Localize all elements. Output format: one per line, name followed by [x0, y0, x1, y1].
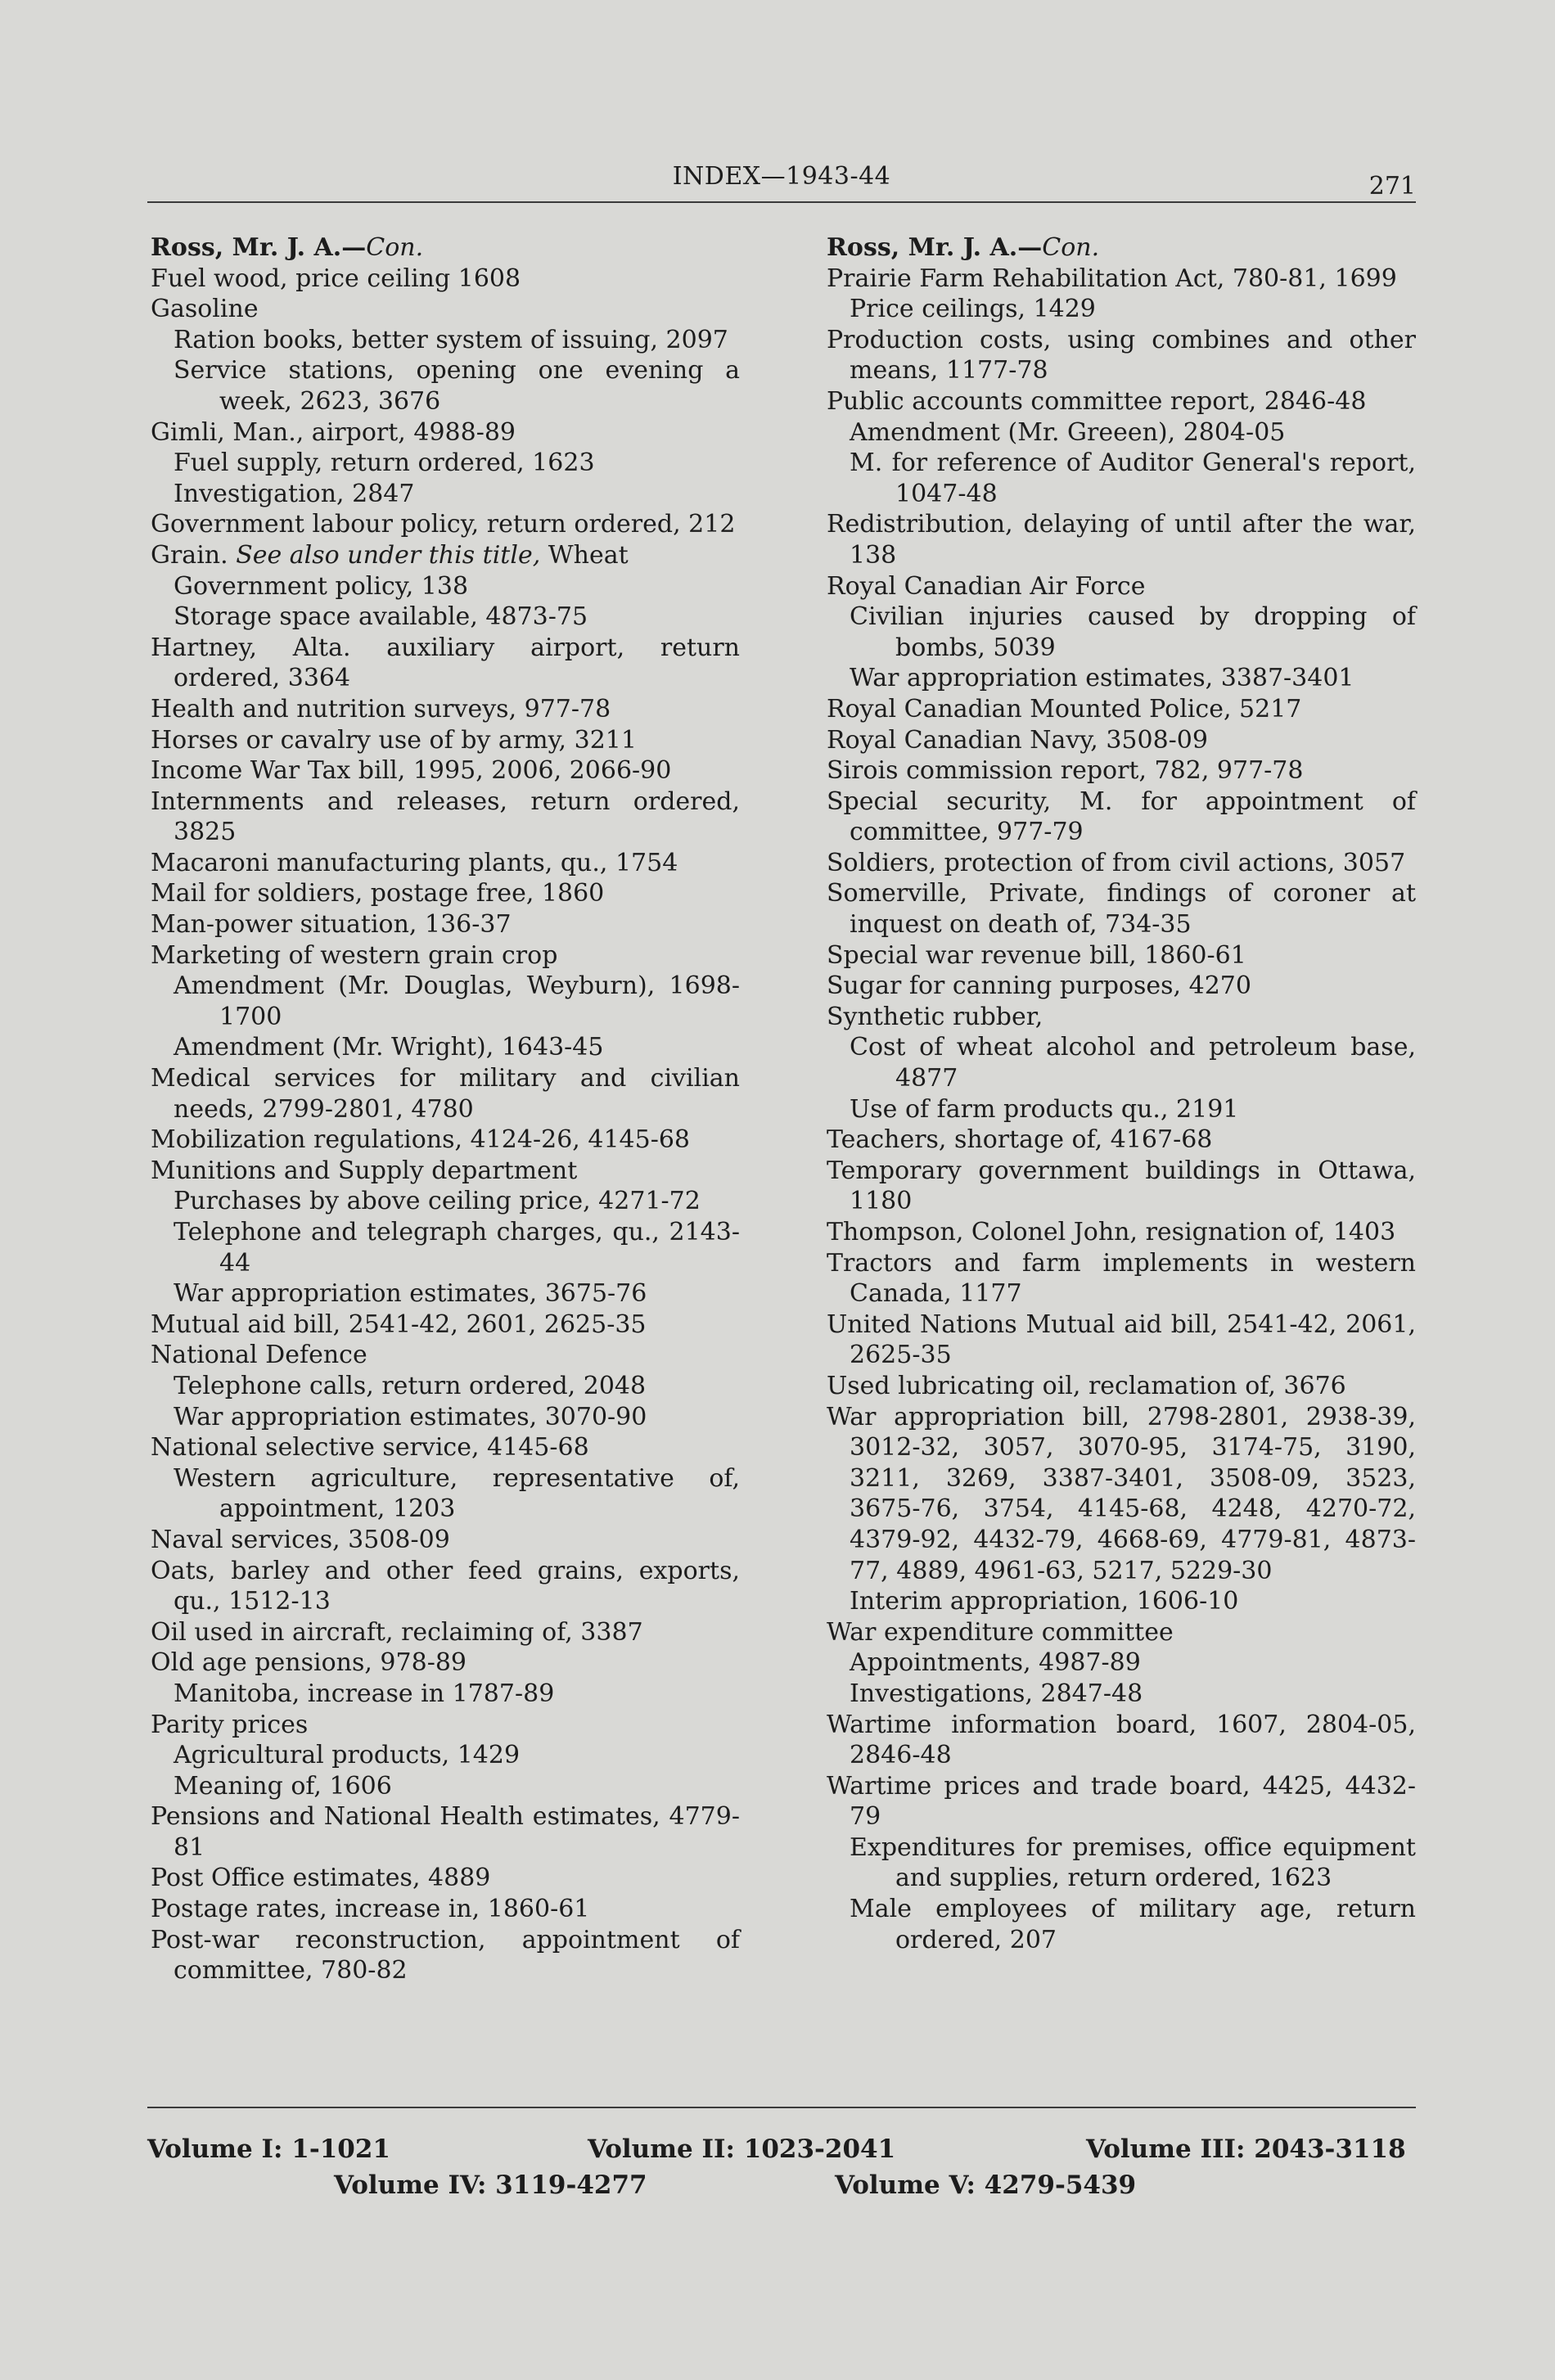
entry-text: Oil used in aircraft, reclaiming of, 3387: [151, 1617, 643, 1647]
entry-text: National Defence: [151, 1341, 367, 1370]
index-subentry: [151, 1402, 740, 1433]
entry-text: War expenditure committee: [827, 1617, 1174, 1647]
entry-text: Appointments, 4987-89: [850, 1648, 1141, 1678]
entry-list: [827, 264, 1416, 1956]
index-subentry: [827, 1032, 1416, 1093]
index-entry: [151, 1648, 740, 1679]
index-subentry: [151, 971, 740, 1032]
entry-text: Ration books, better system of issuing, 2097: [174, 325, 728, 354]
entry-text: War appropriation estimates, 3675-76: [174, 1279, 647, 1309]
entry-text: Telephone calls, return ordered, 2048: [174, 1371, 647, 1400]
index-subentry: [151, 448, 740, 479]
entry-text: Gimli, Man., airport, 4988-89: [151, 417, 516, 447]
entry-text: Temporary government buildings in Ottawa, 1180: [827, 1156, 1416, 1216]
volume-2-range: Volume II: 1023-2041: [588, 2134, 896, 2164]
entry-text: Royal Canadian Mounted Police, 5217: [827, 694, 1302, 723]
entry-text: Agricultural products, 1429: [174, 1741, 521, 1770]
entry-text: Tractors and farm implements in western Canada, 1177: [827, 1248, 1416, 1309]
index-entry: [151, 1925, 740, 1986]
entry-text: Health and nutrition surveys, 977-78: [151, 694, 611, 723]
entry-text: Somerville, Private, findings of coroner at inquest on death of, 734-35: [827, 879, 1416, 940]
volume-4-range: Volume IV: 3119-4277: [334, 2170, 647, 2200]
entry-text: Medical services for military and civilian needs, 2799-2801, 4780: [151, 1064, 740, 1124]
index-subentry: [151, 1032, 740, 1063]
entry-text: Gasoline: [151, 295, 259, 324]
entry-text: Redistribution, delaying of until after the war, 138: [827, 510, 1416, 570]
index-entry: [827, 878, 1416, 940]
index-entry: [827, 386, 1416, 417]
index-entry: [827, 1371, 1416, 1402]
index-entry: [151, 264, 740, 295]
entry-text: Production costs, using combines and other means, 1177-78: [827, 325, 1416, 385]
entry-text: Post Office estimates, 4889: [151, 1864, 491, 1893]
index-entry: [151, 417, 740, 449]
entry-text: Thompson, Colonel John, resignation of, 1403: [827, 1218, 1396, 1246]
entry-text: Parity prices: [151, 1710, 309, 1739]
index-subentry: [151, 571, 740, 602]
index-subentry: [827, 1586, 1416, 1617]
entry-text: Cost of wheat alcohol and petroleum base, 4877: [850, 1033, 1416, 1093]
entry-text: War appropriation bill, 2798-2801, 2938-39, 3012-32, 3057, 3070-95, 3174-75, 3190, 3211, 3269, 3387-3401, 3508-09, 3523, 3675-76, 3754, 4145-68, 4248, 4270-72, 4379-92, 4432-79, 4668-69, 4779-81, 4873-77, 4889, 4961-63, 5217, 5229-30: [827, 1402, 1416, 1585]
entry-text: Sirois commission report, 782, 977-78: [827, 756, 1304, 786]
index-entry: [827, 940, 1416, 971]
entry-text: Expenditures for premises, office equipment and supplies, return ordered, 1623: [850, 1832, 1416, 1893]
index-entry: [827, 1125, 1416, 1156]
entry-text: Marketing of western grain crop: [151, 940, 558, 970]
index-subentry: [827, 1094, 1416, 1125]
index-entry: [151, 755, 740, 787]
entry-text: Fuel supply, return ordered, 1623: [174, 449, 595, 478]
heading-name: Ross, Mr. J. A.—: [151, 233, 367, 262]
heading-continued: Con.: [366, 233, 424, 262]
entry-text: Synthetic rubber,: [827, 1002, 1043, 1031]
entry-text: Western agriculture, representative of, appointment, 1203: [174, 1463, 740, 1524]
entry-text: Investigations, 2847-48: [850, 1679, 1143, 1708]
entry-text: Hartney, Alta. auxiliary airport, return ordered, 3364: [151, 633, 740, 693]
index-entry: [827, 755, 1416, 787]
index-entry: [827, 1771, 1416, 1832]
header-rule: [147, 201, 1416, 203]
index-entry: [151, 1432, 740, 1463]
index-entry: [151, 509, 740, 540]
index-column-left: [151, 232, 740, 1986]
see-also-reference: See also under this title,: [236, 540, 541, 570]
entry-text: Macaroni manufacturing plants, qu., 1754: [151, 848, 678, 877]
index-entry: [151, 787, 740, 848]
index-subentry: [151, 1278, 740, 1309]
index-entry: [827, 725, 1416, 756]
entry-text: Mail for soldiers, postage free, 1860: [151, 879, 605, 908]
index-entry: [827, 264, 1416, 295]
index-entry: [151, 1156, 740, 1187]
volume-3-range: Volume III: 2043-3118: [1086, 2134, 1406, 2164]
index-subentry: [151, 1463, 740, 1525]
entry-text: Fuel wood, price ceiling 1608: [151, 264, 521, 293]
entry-text: Storage space available, 4873-75: [174, 602, 588, 632]
footer-rule: [147, 2107, 1416, 2108]
index-entry: [151, 1340, 740, 1371]
index-entry: [827, 848, 1416, 879]
index-subentry: [151, 1371, 740, 1402]
heading-continued: Con.: [1042, 233, 1100, 262]
entry-text: Service stations, opening one evening a week, 2623, 3676: [174, 356, 740, 416]
entry-text: Pensions and National Health estimates, 4779-81: [151, 1802, 740, 1862]
index-subentry: [151, 479, 740, 510]
entry-text: Purchases by above ceiling price, 4271-72: [174, 1187, 701, 1216]
entry-text: Man-power situation, 136-37: [151, 910, 512, 940]
entry-text: Manitoba, increase in 1787-89: [174, 1679, 555, 1708]
entry-text: Post-war reconstruction, appointment of committee, 780-82: [151, 1925, 740, 1986]
entry-text: Use of farm products qu., 2191: [850, 1094, 1239, 1124]
index-subentry: [827, 1832, 1416, 1894]
entry-text: National selective service, 4145-68: [151, 1433, 589, 1463]
volume-1-range: Volume I: 1-1021: [147, 2134, 390, 2164]
entry-text: Mobilization regulations, 4124-26, 4145-68: [151, 1125, 691, 1155]
index-subentry: [151, 1679, 740, 1710]
index-entry: [151, 1863, 740, 1894]
index-subentry: [827, 1648, 1416, 1679]
index-entry: [151, 540, 740, 571]
entry-text: War appropriation estimates, 3070-90: [174, 1402, 647, 1431]
heading-name: Ross, Mr. J. A.—: [827, 233, 1043, 262]
volume-key: [147, 2131, 1424, 2203]
index-column-right: [827, 232, 1416, 1955]
entry-text: Telephone and telegraph charges, qu., 2143-44: [174, 1218, 740, 1278]
index-entry: [151, 1710, 740, 1741]
page-number: 271: [1368, 172, 1416, 201]
running-title: INDEX—1943-44: [672, 162, 891, 191]
index-subentry: [151, 1186, 740, 1217]
index-entry: [151, 909, 740, 940]
index-subentry: [827, 417, 1416, 449]
entry-text: Postage rates, increase in, 1860-61: [151, 1895, 590, 1924]
entry-text: Special war revenue bill, 1860-61: [827, 940, 1246, 970]
entry-text: Male employees of military age, return ordered, 207: [850, 1895, 1416, 1954]
index-entry: [151, 1617, 740, 1648]
entry-text: Internments and releases, return ordered, 3825: [151, 787, 740, 847]
entry-text: Meaning of, 1606: [174, 1771, 392, 1801]
index-subentry: [827, 602, 1416, 663]
volume-5-range: Volume V: 4279-5439: [835, 2170, 1137, 2200]
entry-text: United Nations Mutual aid bill, 2541-42, 2061, 2625-35: [827, 1309, 1416, 1370]
index-entry: [151, 725, 740, 756]
index-entry: [151, 294, 740, 325]
index-entry: [151, 1309, 740, 1341]
index-entry: [151, 878, 740, 909]
index-subentry: [151, 325, 740, 356]
index-entry: [827, 1617, 1416, 1648]
entry-text: Special security, M. for appointment of committee, 977-79: [827, 787, 1416, 847]
index-subentry: [151, 602, 740, 633]
index-entry: [827, 694, 1416, 725]
index-subentry: [151, 1740, 740, 1771]
entry-text: Government labour policy, return ordered, 212: [151, 510, 736, 539]
index-subentry: [827, 448, 1416, 509]
volume-row: [147, 2167, 1424, 2203]
index-subentry: [151, 355, 740, 417]
column-heading: [827, 232, 1416, 264]
entry-text: Grain.: [151, 540, 228, 570]
index-subentry: [827, 1679, 1416, 1710]
entry-text: Munitions and Supply department: [151, 1156, 578, 1185]
see-also-target: Wheat: [548, 540, 629, 570]
entry-text: Prairie Farm Rehabilitation Act, 780-81, 1699: [827, 264, 1397, 293]
index-entry: [827, 325, 1416, 386]
index-entry: [827, 1309, 1416, 1371]
index-entry: [827, 1248, 1416, 1309]
entry-text: Horses or cavalry use of by army, 3211: [151, 725, 637, 755]
index-entry: [151, 1063, 740, 1125]
page-header: [147, 162, 1416, 203]
entry-text: Public accounts committee report, 2846-48: [827, 386, 1367, 416]
volume-row: [147, 2131, 1424, 2167]
entry-text: Amendment (Mr. Greeen), 2804-05: [850, 417, 1286, 447]
entry-text: Investigation, 2847: [174, 479, 415, 508]
entry-text: Amendment (Mr. Douglas, Weyburn), 1698-1700: [174, 971, 740, 1031]
entry-text: Interim appropriation, 1606-10: [850, 1587, 1239, 1616]
index-entry: [151, 940, 740, 971]
entry-text: Price ceilings, 1429: [850, 295, 1096, 324]
index-entry: [151, 1556, 740, 1617]
index-entry: [151, 1801, 740, 1863]
index-entry: [151, 1125, 740, 1156]
entry-text: M. for reference of Auditor General's report, 1047-48: [850, 449, 1416, 508]
entry-text: Amendment (Mr. Wright), 1643-45: [174, 1033, 604, 1062]
entry-text: Civilian injuries caused by dropping of bombs, 5039: [850, 602, 1416, 662]
index-entry: [827, 971, 1416, 1002]
entry-text: Income War Tax bill, 1995, 2006, 2066-90: [151, 756, 672, 786]
index-entry: [151, 848, 740, 879]
index-subentry: [151, 1771, 740, 1802]
entry-text: Wartime prices and trade board, 4425, 4432-79: [827, 1771, 1416, 1832]
entry-text: War appropriation estimates, 3387-3401: [850, 664, 1354, 693]
entry-text: Mutual aid bill, 2541-42, 2601, 2625-35: [151, 1309, 647, 1339]
entry-text: Wartime information board, 1607, 2804-05, 2846-48: [827, 1710, 1416, 1770]
entry-text: Oats, barley and other feed grains, exports, qu., 1512-13: [151, 1556, 740, 1616]
entry-text: Used lubricating oil, reclamation of, 3676: [827, 1371, 1346, 1400]
entry-text: Soldiers, protection of from civil actions, 3057: [827, 848, 1406, 877]
index-entry: [827, 1402, 1416, 1587]
index-entry: [827, 1217, 1416, 1248]
entry-text: Sugar for canning purposes, 4270: [827, 971, 1251, 1001]
index-subentry: [151, 1217, 740, 1278]
index-entry: [827, 509, 1416, 570]
entry-text: Government policy, 138: [174, 571, 469, 601]
index-subentry: [827, 294, 1416, 325]
entry-text: Royal Canadian Air Force: [827, 571, 1146, 601]
index-entry: [827, 1156, 1416, 1217]
index-entry: [827, 571, 1416, 602]
index-subentry: [827, 1894, 1416, 1955]
index-entry: [151, 1894, 740, 1925]
index-subentry: [827, 663, 1416, 694]
entry-list: [151, 264, 740, 1986]
index-entry: [827, 1710, 1416, 1771]
index-entry: [151, 694, 740, 725]
index-entry: [151, 1525, 740, 1556]
entry-text: Teachers, shortage of, 4167-68: [827, 1125, 1213, 1155]
entry-text: Naval services, 3508-09: [151, 1525, 450, 1554]
column-heading: [151, 232, 740, 264]
entry-text: Old age pensions, 978-89: [151, 1648, 467, 1678]
entry-text: Royal Canadian Navy, 3508-09: [827, 725, 1208, 755]
index-entry: [151, 633, 740, 694]
index-entry: [827, 1002, 1416, 1033]
index-entry: [827, 787, 1416, 848]
